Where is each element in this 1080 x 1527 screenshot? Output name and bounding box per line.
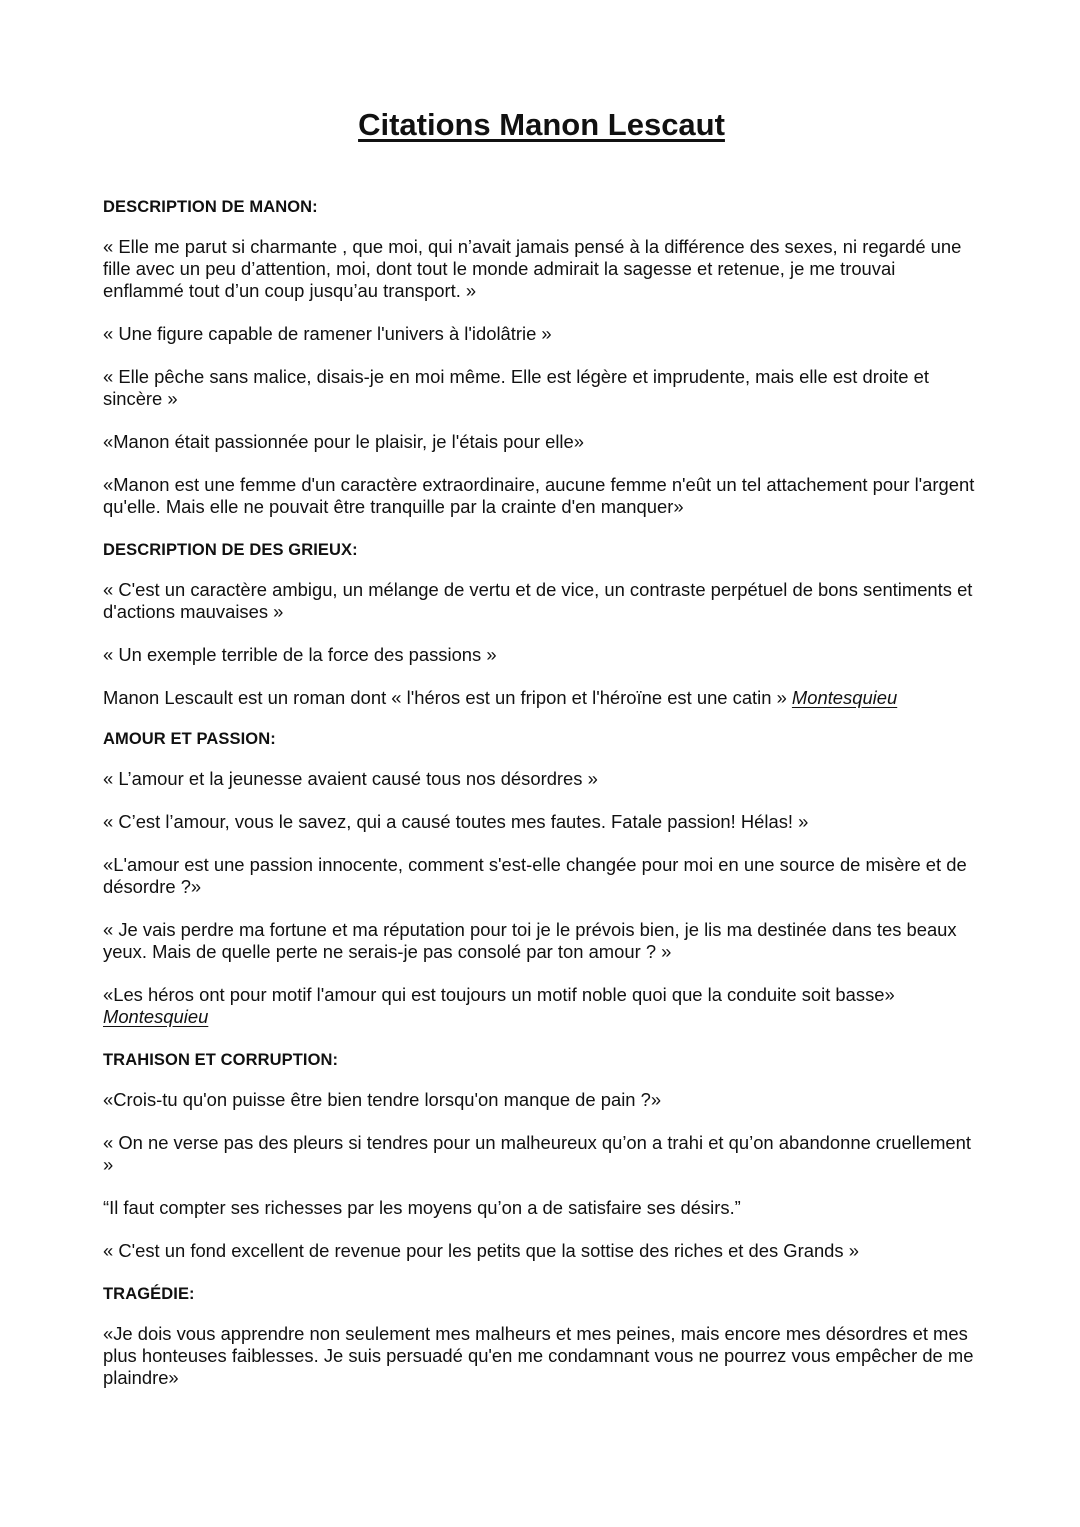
- section-amour-passion: [103, 728, 980, 1028]
- quote-text: « C'est un fond excellent de revenue pour les petits que la sottise des riches et des Grands »: [103, 1240, 859, 1261]
- quote-text: Manon Lescault est un roman dont « l'héros est un fripon et l'héroïne est une catin »: [103, 687, 792, 708]
- quote: [103, 1323, 980, 1389]
- quote: [103, 366, 980, 410]
- section-heading: AMOUR ET PASSION:: [103, 730, 276, 748]
- section-heading: DESCRIPTION DE DES GRIEUX:: [103, 541, 358, 559]
- quote-text: « Une figure capable de ramener l'univers à l'idolâtrie »: [103, 323, 552, 344]
- quote-text: «Les héros ont pour motif l'amour qui est toujours un motif noble quoi que la conduite soit basse»: [103, 984, 895, 1005]
- quote-author: Montesquieu: [103, 1006, 209, 1027]
- quote: [103, 431, 980, 453]
- quote: [103, 1197, 980, 1219]
- quote: [103, 236, 980, 302]
- quote-text: «L'amour est une passion innocente, comment s'est-elle changée pour moi en une source de misère et de désordre ?»: [103, 854, 967, 897]
- quote: [103, 919, 980, 963]
- section-heading: TRAHISON ET CORRUPTION:: [103, 1051, 339, 1069]
- section-trahison-corruption: [103, 1049, 980, 1262]
- quote: [103, 687, 980, 709]
- quote-text: « Elle me parut si charmante , que moi, qui n’avait jamais pensé à la différence des sexes, ni regardé une fille avec un peu d’attention, moi, dont tout le monde admirait la sagesse et retenue, je me trouvai enflammé tout d’un coup jusqu’au transport. »: [103, 236, 962, 301]
- quote: [103, 1240, 980, 1262]
- quote-text: «Je dois vous apprendre non seulement mes malheurs et mes peines, mais encore mes désordres et mes plus honteuses faiblesses. Je suis persuadé qu'en me condamnant vous ne pourrez vous empêcher de me plaindre»: [103, 1323, 974, 1388]
- quote: [103, 1132, 980, 1176]
- quote: [103, 811, 980, 833]
- document-title: Citations Manon Lescaut: [358, 107, 725, 142]
- quote: [103, 984, 980, 1028]
- quote-text: « Je vais perdre ma fortune et ma réputation pour toi je le prévois bien, je lis ma destinée dans tes beaux yeux. Mais de quelle perte ne serais-je pas consolé par ton amour ? »: [103, 919, 957, 962]
- section-description-manon: [103, 196, 980, 518]
- section-heading: DESCRIPTION DE MANON:: [103, 198, 318, 216]
- quote-text: « On ne verse pas des pleurs si tendres pour un malheureux qu’on a trahi et qu’on abandonne cruellement »: [103, 1132, 971, 1175]
- quote-text: «Crois-tu qu'on puisse être bien tendre lorsqu'on manque de pain ?»: [103, 1089, 662, 1110]
- quote-text: «Manon est une femme d'un caractère extraordinaire, aucune femme n'eût un tel attachement pour l'argent qu'elle. Mais elle ne pouvait être tranquille par la crainte d'en manquer»: [103, 474, 975, 517]
- quote: [103, 323, 980, 345]
- quote-text: « Elle pêche sans malice, disais-je en moi même. Elle est légère et imprudente, mais elle est droite et sincère »: [103, 366, 929, 409]
- quote-text: «Manon était passionnée pour le plaisir, je l'étais pour elle»: [103, 431, 584, 452]
- quote-text: « L’amour et la jeunesse avaient causé tous nos désordres »: [103, 768, 598, 789]
- quote-text: « C'est un caractère ambigu, un mélange de vertu et de vice, un contraste perpétuel de bons sentiments et d'actions mauvaises »: [103, 579, 973, 622]
- quote: [103, 474, 980, 518]
- section-tragedie: [103, 1283, 980, 1389]
- quote: [103, 768, 980, 790]
- quote: [103, 1089, 980, 1111]
- section-description-des-grieux: [103, 539, 980, 709]
- quote-text: « C’est l’amour, vous le savez, qui a causé toutes mes fautes. Fatale passion! Hélas! »: [103, 811, 809, 832]
- quote-text: “Il faut compter ses richesses par les moyens qu’on a de satisfaire ses désirs.”: [103, 1197, 741, 1218]
- quote-author: Montesquieu: [791, 687, 898, 708]
- quote: [103, 579, 980, 623]
- quote: [103, 644, 980, 666]
- quote-text: « Un exemple terrible de la force des passions »: [103, 644, 497, 665]
- section-heading: TRAGÉDIE:: [103, 1285, 195, 1303]
- quote: [103, 854, 980, 898]
